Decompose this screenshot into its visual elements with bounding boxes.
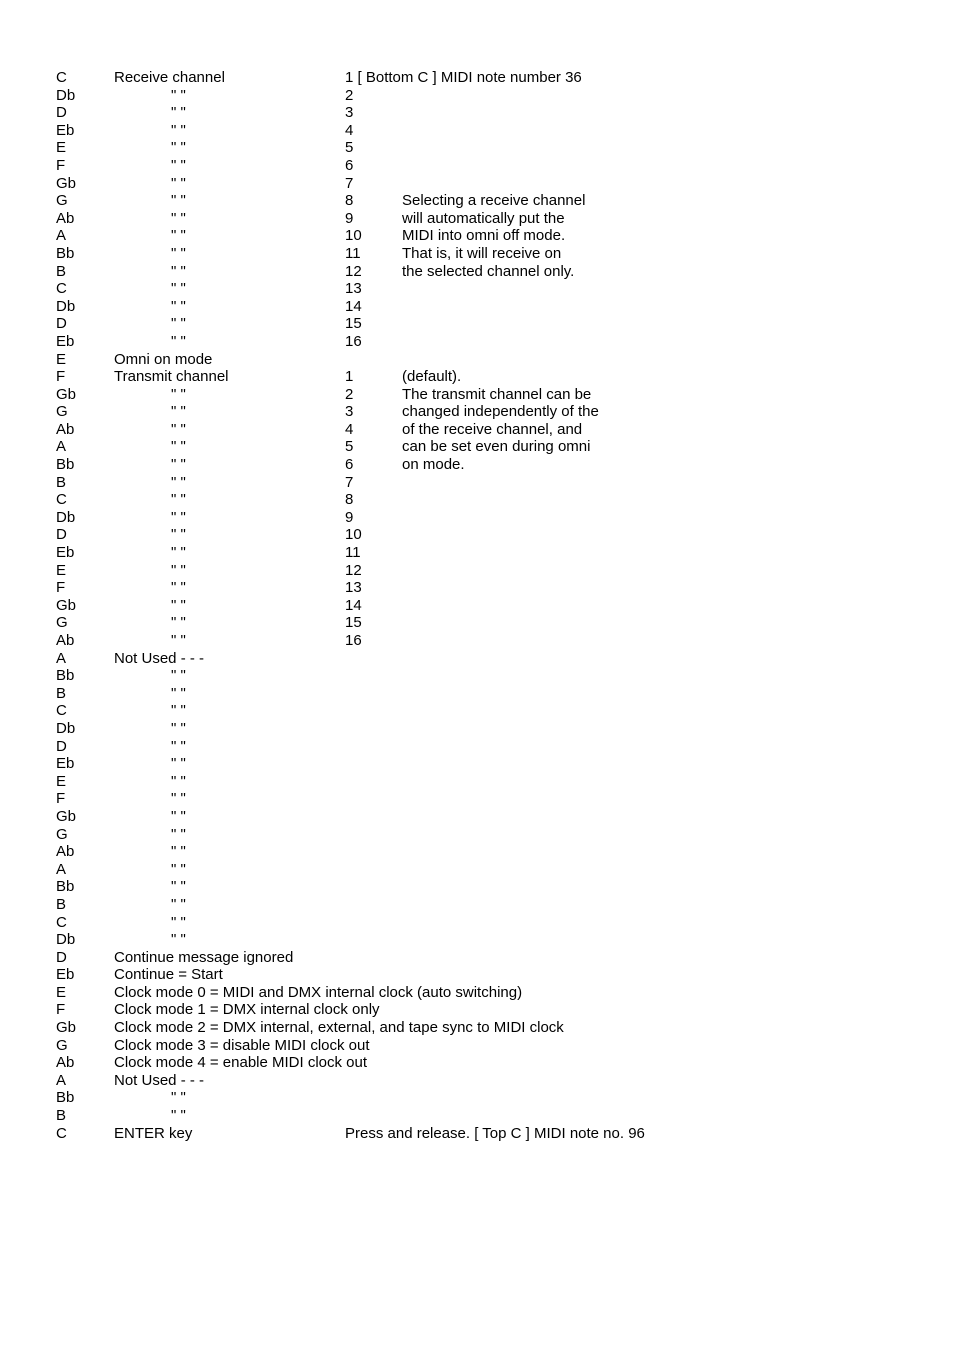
note-name: B: [56, 262, 67, 280]
ditto-mark: " ": [171, 508, 186, 526]
ditto-mark: " ": [171, 632, 186, 649]
table-row: [56, 157, 916, 175]
note-name: A: [56, 860, 67, 878]
function-label: Receive channel: [114, 69, 225, 86]
note-name: C: [56, 1124, 67, 1142]
table-row: [56, 773, 916, 791]
ditto-mark: " ": [171, 438, 186, 456]
table-row: [56, 1107, 916, 1125]
ditto-mark: " ": [171, 315, 186, 333]
ditto-mark: " ": [171, 491, 186, 509]
note-name: Ab: [56, 843, 75, 861]
channel-value: 6: [345, 156, 354, 174]
table-row: [56, 69, 916, 87]
table-row: [56, 245, 916, 263]
table-row: [56, 280, 916, 298]
ditto-mark: " ": [171, 684, 186, 702]
ditto-mark: " ": [171, 332, 186, 350]
ditto-mark: " ": [171, 596, 186, 614]
channel-value: 8: [345, 192, 354, 210]
table-row: [56, 544, 916, 562]
table-row: [56, 914, 916, 932]
table-row: [56, 139, 916, 157]
ditto-mark: " ": [171, 1089, 186, 1107]
comment-text: Selecting a receive channel: [402, 192, 586, 210]
comment-text: can be set even during omni: [402, 438, 591, 456]
note-name: G: [56, 403, 68, 421]
ditto-mark: " ": [171, 473, 186, 491]
table-row: [56, 562, 916, 580]
comment-text: the selected channel only.: [402, 262, 575, 280]
table-row: [56, 421, 916, 439]
ditto-mark: " ": [171, 667, 186, 685]
channel-value: 15: [345, 315, 362, 333]
note-name: Ab: [56, 632, 75, 649]
table-row: [56, 931, 916, 949]
note-name: C: [56, 280, 67, 298]
ditto-mark: " ": [171, 737, 186, 755]
note-name: E: [56, 561, 67, 579]
comment-text: of the receive channel, and: [402, 420, 583, 438]
table-row: [56, 210, 916, 228]
table-row: [56, 1125, 916, 1143]
function-label: Clock mode 4 = enable MIDI clock out: [114, 1054, 368, 1072]
comment-text: (default).: [402, 368, 462, 386]
note-name: Ab: [56, 209, 75, 227]
channel-value: 7: [345, 473, 354, 491]
ditto-mark: " ": [171, 121, 186, 139]
note-name: F: [56, 790, 66, 808]
note-name: E: [56, 139, 67, 157]
ditto-mark: " ": [171, 807, 186, 825]
channel-value: 2: [345, 86, 354, 104]
ditto-mark: " ": [171, 403, 186, 421]
table-row: [56, 896, 916, 914]
table-row: [56, 333, 916, 351]
ditto-mark: " ": [171, 825, 186, 843]
table-row: [56, 667, 916, 685]
note-name: Gb: [56, 174, 77, 192]
note-name: C: [56, 913, 67, 931]
note-name: F: [56, 579, 66, 597]
ditto-mark: " ": [171, 156, 186, 174]
function-label: Not Used - - -: [114, 649, 205, 667]
table-row: [56, 826, 916, 844]
function-label: ENTER key: [114, 1124, 193, 1142]
channel-value: 16: [345, 332, 362, 350]
table-row: [56, 298, 916, 316]
function-label: Not Used - - -: [114, 1071, 205, 1089]
table-row: [56, 192, 916, 210]
table-row: [56, 1054, 916, 1072]
table-row: [56, 685, 916, 703]
note-name: Bb: [56, 667, 75, 685]
ditto-mark: " ": [171, 456, 186, 474]
table-row: [56, 702, 916, 720]
channel-value: 15: [345, 614, 362, 632]
ditto-mark: " ": [171, 227, 186, 245]
ditto-mark: " ": [171, 878, 186, 896]
note-name: A: [56, 227, 67, 245]
channel-value: 6: [345, 456, 354, 474]
note-name: Eb: [56, 544, 75, 562]
table-row: [56, 650, 916, 668]
table-row: [56, 386, 916, 404]
channel-value: 16: [345, 632, 362, 649]
ditto-mark: " ": [171, 385, 186, 403]
table-row: [56, 104, 916, 122]
ditto-mark: " ": [171, 209, 186, 227]
channel-value: 12: [345, 262, 362, 280]
channel-value: 5: [345, 438, 354, 456]
table-row: [56, 403, 916, 421]
ditto-mark: " ": [171, 526, 186, 544]
table-row: [56, 474, 916, 492]
function-label: Clock mode 3 = disable MIDI clock out: [114, 1036, 370, 1054]
ditto-mark: " ": [171, 614, 186, 632]
ditto-mark: " ": [171, 420, 186, 438]
note-name: F: [56, 368, 66, 386]
note-name: Bb: [56, 878, 75, 896]
channel-value: 4: [345, 121, 354, 139]
table-row: [56, 227, 916, 245]
note-name: Eb: [56, 755, 75, 773]
ditto-mark: " ": [171, 280, 186, 298]
channel-value: 1: [345, 368, 354, 386]
ditto-mark: " ": [171, 913, 186, 931]
table-row: [56, 755, 916, 773]
note-name: C: [56, 702, 67, 720]
note-name: B: [56, 895, 67, 913]
channel-value: 7: [345, 174, 354, 192]
table-row: [56, 949, 916, 967]
table-row: [56, 984, 916, 1002]
ditto-mark: " ": [171, 579, 186, 597]
note-name: C: [56, 69, 67, 86]
note-name: A: [56, 649, 67, 667]
note-name: Db: [56, 86, 76, 104]
note-name: G: [56, 614, 68, 632]
comment-text: changed independently of the: [402, 403, 599, 421]
table-row: [56, 790, 916, 808]
table-row: [56, 632, 916, 650]
table-row: [56, 456, 916, 474]
note-name: Eb: [56, 121, 75, 139]
ditto-mark: " ": [171, 719, 186, 737]
function-label: Clock mode 0 = MIDI and DMX internal clock (auto switching): [114, 983, 523, 1001]
channel-value: 13: [345, 579, 362, 597]
comment-text: The transmit channel can be: [402, 385, 592, 403]
function-label: Continue = Start: [114, 966, 223, 984]
ditto-mark: " ": [171, 174, 186, 192]
table-row: [56, 526, 916, 544]
channel-value: 5: [345, 139, 354, 157]
table-row: [56, 315, 916, 333]
note-name: Eb: [56, 332, 75, 350]
table-row: [56, 368, 916, 386]
ditto-mark: " ": [171, 931, 186, 949]
note-name: Db: [56, 719, 76, 737]
ditto-mark: " ": [171, 244, 186, 262]
ditto-mark: " ": [171, 843, 186, 861]
function-label: Transmit channel: [114, 368, 229, 386]
note-name: Db: [56, 508, 76, 526]
ditto-mark: " ": [171, 262, 186, 280]
ditto-mark: " ": [171, 192, 186, 210]
note-name: Eb: [56, 966, 75, 984]
table-row: [56, 175, 916, 193]
table-row: [56, 1089, 916, 1107]
ditto-mark: " ": [171, 860, 186, 878]
note-name: Bb: [56, 244, 75, 262]
ditto-mark: " ": [171, 702, 186, 720]
comment-text: That is, it will receive on: [402, 244, 562, 262]
note-name: D: [56, 526, 67, 544]
ditto-mark: " ": [171, 755, 186, 773]
note-name: Db: [56, 297, 76, 315]
table-row: [56, 878, 916, 896]
ditto-mark: " ": [171, 544, 186, 562]
function-label: Clock mode 2 = DMX internal, external, and tape sync to MIDI clock: [114, 1019, 564, 1037]
comment-text: MIDI into omni off mode.: [402, 227, 566, 245]
table-row: [56, 720, 916, 738]
note-name: D: [56, 104, 67, 122]
ditto-mark: " ": [171, 297, 186, 315]
channel-value: 4: [345, 420, 354, 438]
note-name: D: [56, 948, 67, 966]
channel-value: Press and release. [ Top C ] MIDI note no. 96: [345, 1124, 645, 1142]
ditto-mark: " ": [171, 1107, 186, 1125]
note-name: Bb: [56, 1089, 75, 1107]
note-name: F: [56, 1001, 66, 1019]
channel-value: 2: [345, 385, 354, 403]
note-name: B: [56, 473, 67, 491]
table-row: [56, 509, 916, 527]
table-row: [56, 1001, 916, 1019]
channel-value: 13: [345, 280, 362, 298]
function-label: Omni on mode: [114, 350, 213, 368]
note-name: A: [56, 1071, 67, 1089]
table-row: [56, 808, 916, 826]
table-row: [56, 1019, 916, 1037]
channel-value: 12: [345, 561, 362, 579]
note-name: B: [56, 1107, 67, 1125]
table-row: [56, 597, 916, 615]
table-row: [56, 843, 916, 861]
ditto-mark: " ": [171, 561, 186, 579]
table-row: [56, 966, 916, 984]
note-name: Gb: [56, 385, 77, 403]
table-row: [56, 1072, 916, 1090]
note-name: Gb: [56, 807, 77, 825]
note-name: E: [56, 350, 67, 368]
table-row: [56, 351, 916, 369]
note-name: A: [56, 438, 67, 456]
note-name: Bb: [56, 456, 75, 474]
channel-value: 3: [345, 403, 354, 421]
table-row: [56, 87, 916, 105]
table-row: [56, 738, 916, 756]
channel-value: 9: [345, 508, 354, 526]
note-name: E: [56, 772, 67, 790]
table-row: [56, 122, 916, 140]
note-name: Ab: [56, 420, 75, 438]
table-row: [56, 579, 916, 597]
channel-value: 14: [345, 297, 362, 315]
note-name: Gb: [56, 596, 77, 614]
note-name: Gb: [56, 1019, 77, 1037]
note-name: G: [56, 1036, 68, 1054]
comment-text: will automatically put the: [402, 209, 565, 227]
channel-value: 1 [ Bottom C ] MIDI note number 36: [345, 69, 582, 86]
note-name: E: [56, 983, 67, 1001]
comment-text: on mode.: [402, 456, 465, 474]
channel-value: 11: [345, 544, 361, 562]
ditto-mark: " ": [171, 139, 186, 157]
table-row: [56, 614, 916, 632]
note-name: G: [56, 192, 68, 210]
note-name: D: [56, 737, 67, 755]
channel-value: 10: [345, 526, 362, 544]
table-row: [56, 263, 916, 281]
note-name: G: [56, 825, 68, 843]
midi-note-function-table: [56, 69, 916, 1142]
table-row: [56, 1037, 916, 1055]
note-name: Db: [56, 931, 76, 949]
note-name: F: [56, 156, 66, 174]
note-name: C: [56, 491, 67, 509]
note-name: Ab: [56, 1054, 75, 1072]
ditto-mark: " ": [171, 86, 186, 104]
ditto-mark: " ": [171, 790, 186, 808]
function-label: Clock mode 1 = DMX internal clock only: [114, 1001, 380, 1019]
ditto-mark: " ": [171, 104, 186, 122]
note-name: D: [56, 315, 67, 333]
ditto-mark: " ": [171, 772, 186, 790]
ditto-mark: " ": [171, 895, 186, 913]
function-label: Continue message ignored: [114, 948, 294, 966]
channel-value: 8: [345, 491, 354, 509]
channel-value: 10: [345, 227, 362, 245]
table-row: [56, 861, 916, 879]
channel-value: 3: [345, 104, 354, 122]
table-row: [56, 491, 916, 509]
table-row: [56, 438, 916, 456]
note-name: B: [56, 684, 67, 702]
channel-value: 9: [345, 209, 354, 227]
channel-value: 14: [345, 596, 362, 614]
channel-value: 11: [345, 244, 361, 262]
